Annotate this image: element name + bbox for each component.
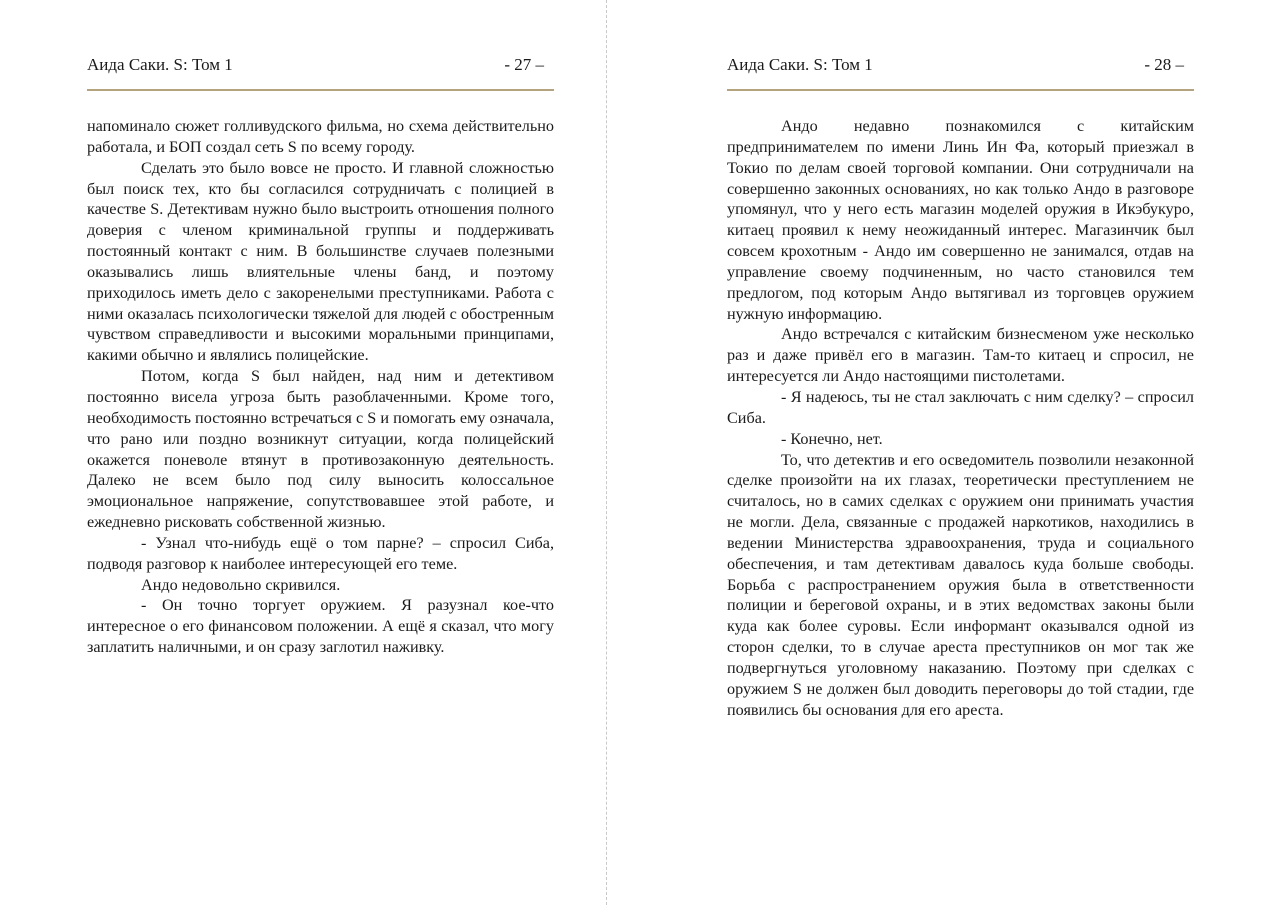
paragraph: - Узнал что-нибудь ещё о том парне? – спросил Сиба, подводя разговор к наиболее интересующей его теме. — [87, 533, 554, 573]
paragraph: - Я надеюсь, ты не стал заключать с ним сделку? – спросил Сиба. — [727, 387, 1194, 427]
paragraph: - Конечно, нет. — [781, 429, 883, 448]
page-text — [87, 116, 554, 658]
page-header — [87, 52, 554, 78]
page-text — [727, 116, 1194, 720]
paragraph: Андо встречался с китайским бизнесменом уже несколько раз и даже привёл его в магазин. Там-то китаец и спросил, не интересуется ли Андо настоящими пистолетами. — [727, 325, 1194, 386]
paragraph: Сделать это было вовсе не просто. И главной сложностью был поиск тех, кто бы согласился сотрудничать с полицией в качестве S. Детективам нужно было выстроить отношения полного доверия с членом криминальной группы и поддерживать постоянный контакт с ним. В большинстве случаев полезными оказывались лишь влиятельные члены банд, и поэтому приходилось иметь дело с закоренелыми преступниками. Работа с ними оказалась психологически тяжелой для людей с обостренным чувством справедливости и высокими моральными принципами, какими обычно и являлись полицейские. — [87, 158, 554, 365]
page-number: - 27 – — [504, 55, 544, 74]
paragraph: Андо недавно познакомился с китайским предпринимателем по имени Линь Ин Фа, который приезжал в Токио по делам своей торговой компании. Они сотрудничали на совершенно законных основаниях, но как только Андо в разговоре упомянул, что у него есть магазин моделей оружия в Икэбукуро, китаец проявил к нему неожиданный интерес. Магазинчик был совсем крохотным - Андо им совершенно не занимался, отдав на управление своему подчиненным, но часто становился тем предлогом, под которым Андо вытягивал из торговцев оружием нужную информацию. — [727, 117, 1194, 323]
paragraph: Потом, когда S был найден, над ним и детективом постоянно висела угроза быть разоблаченными. Кроме того, необходимость постоянно встречаться с S и помогать ему означала, что рано или поздно возникнут ситуации, когда полицейский окажется поневоле втянут в противозаконную деятельность. Далеко не всем было под силу выносить колоссальное эмоциональное напряжение, сопутствовавшее этой работе, и ежедневно рисковать собственной жизнью. — [87, 367, 554, 532]
header-rule — [87, 89, 554, 91]
paragraph: напоминало сюжет голливудского фильма, но схема действительно работала, и БОП создал сеть S по всему городу. — [87, 117, 554, 156]
page-header — [727, 52, 1194, 78]
left-page — [87, 0, 554, 905]
page-number: - 28 – — [1144, 55, 1184, 74]
running-title: Аида Саки. S: Том 1 — [87, 55, 233, 74]
paragraph: Андо недовольно скривился. — [141, 575, 341, 594]
running-title: Аида Саки. S: Том 1 — [727, 55, 873, 74]
paragraph: - Он точно торгует оружием. Я разузнал кое-что интересное о его финансовом положении. А ещё я сказал, что могу заплатить наличными, и он сразу заглотил наживку. — [87, 596, 554, 657]
paragraph: То, что детектив и его осведомитель позволили незаконной сделке произойти на их глазах, теоретически преступлением не считалось, но в самих сделках с оружием они принимать участия не могли. Дела, связанные с продажей наркотиков, находились в ведении Министерства здравоохранения, труда и социального обеспечения, и там детективам давалось куда больше свободы. Борьба с распространением оружия была в ответственности полиции и береговой охраны, и в этих ведомствах законы были куда как более суровы. Если информант оказывался одной из сторон сделки, то в случае ареста преступников он мог так же подвергнуться уголовному наказанию. Поэтому при сделках с оружием S не должен был доводить переговоры до той стадии, где появились бы основания для его ареста. — [727, 450, 1194, 719]
header-rule — [727, 89, 1194, 91]
right-page — [727, 0, 1194, 905]
page-gutter — [606, 0, 607, 905]
